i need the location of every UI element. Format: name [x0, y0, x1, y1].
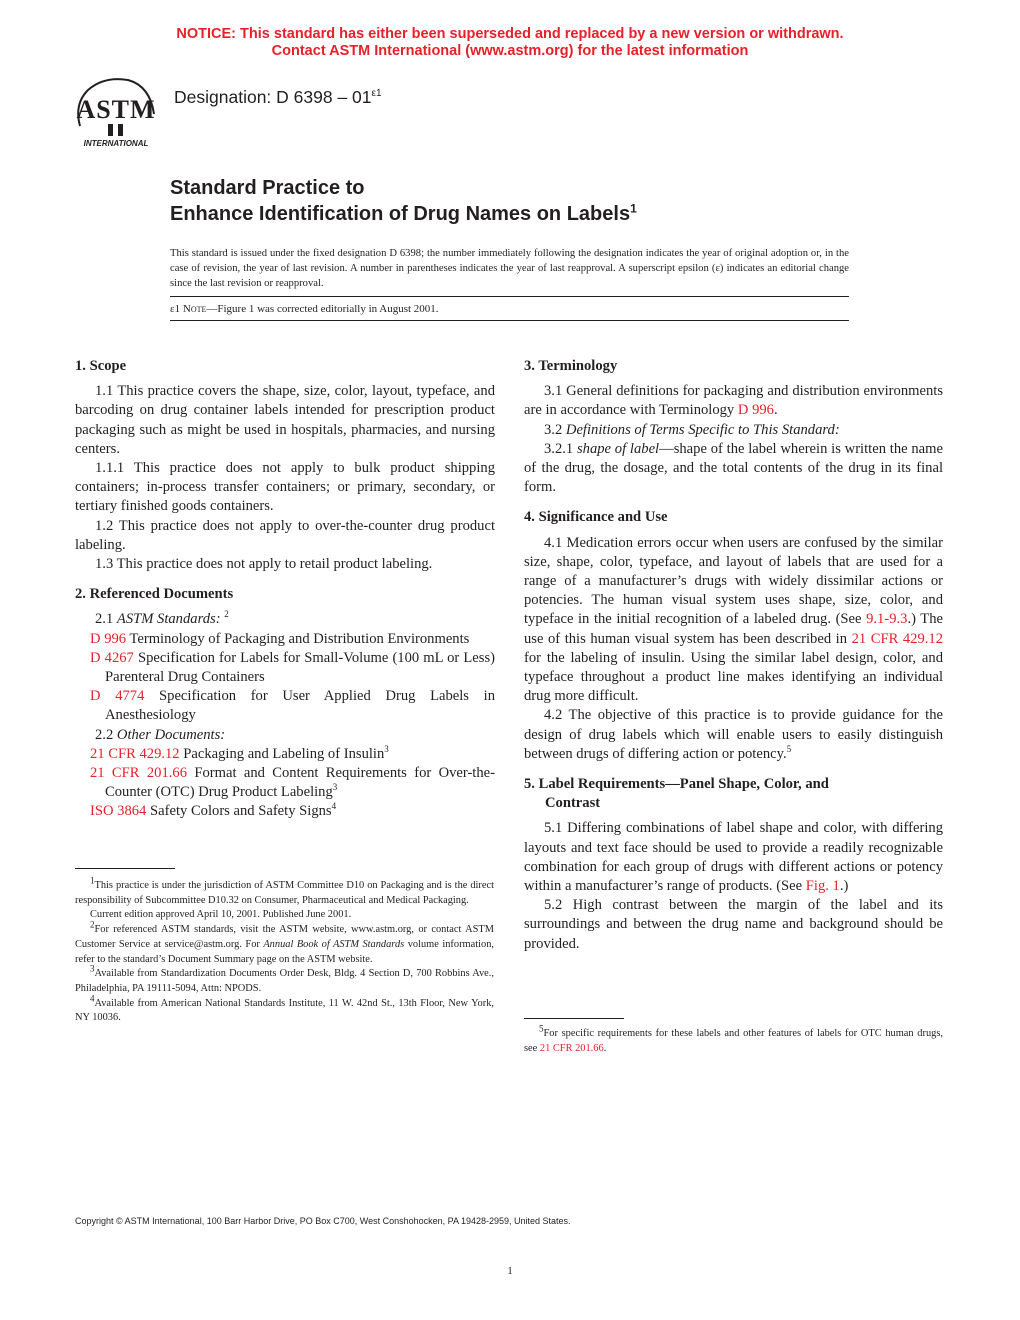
text: 4.1 Medication errors occur when users are confused by the similar size, shape, color, typeface, and layout of labels that are used for a range of a manufacturer’s drugs with widely dissimilar actions or potencies. The human visual system uses shape, size, color, and typeface in the initial recognition of a labeled drug. (See: [524, 534, 943, 628]
link-d996[interactable]: D 996: [737, 402, 774, 419]
ref-item: [75, 764, 495, 802]
number-2-2: 2.2: [95, 726, 114, 743]
paragraph-3-2: [524, 421, 943, 440]
footnote-mark: 4: [90, 993, 95, 1004]
document-title: [170, 175, 637, 227]
text: volume information, refer to the standard’s Document Summary page on the ASTM website.: [75, 938, 494, 965]
text: For specific requirements for these labels and other features of labels for OTC human drugs, see: [524, 1028, 943, 1054]
note-text: —Figure 1 was corrected editorially in August 2001.: [206, 303, 439, 315]
divider: [170, 296, 849, 297]
ref-item: [75, 745, 495, 764]
footnote-4: [75, 993, 494, 1026]
footnote-rule: [75, 868, 175, 869]
ref-title: Specification for Labels for Small-Volume (100 mL or Less) Parenteral Drug Containers: [105, 649, 495, 686]
astm-logo: [70, 74, 162, 152]
text: Available from American National Standards Institute, 11 W. 42nd St., 13th Floor, New York, NY 10036.: [75, 997, 494, 1024]
ref-link-iso-3864[interactable]: ISO 3864: [90, 803, 147, 820]
withdrawal-notice: [0, 26, 1020, 60]
section-heading-scope: 1. Scope: [75, 358, 127, 374]
heading-line: Contrast: [545, 795, 601, 812]
link-section-9[interactable]: 9.1-9.3: [866, 611, 908, 628]
paragraph-1-3: 1.3 This practice does not apply to retail product labeling.: [95, 556, 433, 573]
text: 5.1 Differing combinations of label shape and color, with differing layouts and text face should be used to provide a readily recognizable combination for each group of drugs with different actions or potency within a manufacturer’s range of products. (See: [524, 820, 943, 895]
link-cfr-429[interactable]: 21 CFR 429.12: [851, 630, 944, 647]
footnote-mark: 5: [786, 744, 792, 754]
heading-line: 5. Label Requirements—Panel Shape, Color, and: [524, 776, 829, 793]
logo-international: INTERNATIONAL: [83, 139, 149, 148]
editorial-note: [170, 303, 439, 315]
section-heading-referenced: 2. Referenced Documents: [75, 586, 234, 603]
title-footnote-mark: 1: [630, 201, 637, 216]
ref-title: Safety Colors and Safety Signs: [146, 803, 332, 820]
text: .) The use of this human visual system has been described in: [524, 611, 943, 647]
footnote-mark: 3: [384, 744, 389, 754]
paragraph-3-1: [524, 382, 943, 420]
defined-term: shape of label: [576, 440, 660, 457]
label-astm-standards: ASTM Standards:: [116, 611, 221, 628]
note-label: Note: [182, 303, 207, 315]
link-fig-1[interactable]: Fig. 1: [805, 878, 840, 895]
ref-title: Packaging and Labeling of Insulin: [179, 745, 385, 762]
link-cfr-201[interactable]: 21 CFR 201.66: [539, 1042, 604, 1054]
section-heading-significance: 4. Significance and Use: [524, 509, 668, 526]
paragraph-1-2: 1.2 This practice does not apply to over-the-counter drug product labeling.: [75, 517, 495, 553]
paragraph-5-2: 5.2 High contrast between the margin of the label and its surroundings and between the drug name and background should be provided.: [524, 897, 943, 952]
text: for the labeling of insulin. Using the similar label design, color, and typeface throughout a product line makes identifying an individual drug more difficult.: [524, 649, 943, 705]
text: Available from Standardization Documents Order Desk, Bldg. 4 Section D, 700 Robbins Ave., Philadelphia, PA 19111-5094, Attn: NPODS.: [75, 968, 494, 994]
page-number: 1: [507, 1265, 513, 1277]
notice-line-2: Contact ASTM International (www.astm.org) for the latest information: [271, 43, 749, 59]
left-column: [75, 357, 495, 822]
paragraph-2-2: [75, 726, 495, 745]
paragraph-4-1: [524, 534, 943, 707]
footnote-mark: 3: [332, 782, 338, 793]
footnote-1b: Current edition approved April 10, 2001. Published June 2001.: [90, 909, 352, 921]
ref-link-cfr-429[interactable]: 21 CFR 429.12: [90, 745, 180, 762]
footnote-rule: [524, 1018, 624, 1019]
note-epsilon: ε1: [170, 303, 181, 315]
ref-title: Format and Content Requirements for Over-the-Counter (OTC) Drug Product Labeling: [105, 765, 495, 801]
notice-line-1: NOTICE: This standard has either been superseded and replaced by a new version or withdrawn.: [176, 26, 844, 42]
number-2-1: 2.1: [95, 611, 114, 628]
paragraph-4-2: [524, 706, 943, 764]
footnote-mark: 2: [224, 609, 229, 620]
number-3-2-1: 3.2.1: [544, 440, 574, 457]
text: For referenced ASTM standards, visit the ASTM website, www.astm.org, or contact ASTM Customer Service at service@astm.org. For: [75, 924, 494, 950]
footnote-mark: 5: [539, 1023, 544, 1034]
footnote-mark: 2: [90, 919, 95, 930]
ref-item: [75, 802, 495, 821]
paragraph-1-1-1: 1.1.1 This practice does not apply to bulk product shipping containers; in-process transfer containers; or primary, secondary, or tertiary finished goods containers.: [75, 460, 495, 515]
section-heading-label-requirements: [524, 775, 943, 813]
footnote-mark: 4: [331, 801, 337, 812]
footnote-3: [75, 963, 494, 996]
footnote-1: [75, 875, 494, 908]
footnote-mark: 1: [90, 875, 95, 886]
divider: [170, 320, 849, 321]
title-line-2: Enhance Identification of Drug Names on Labels: [170, 203, 631, 225]
text: This practice is under the jurisdiction of ASTM Committee D10 on Packaging and is the direct responsibility of Subcommittee D10.32 on Consumer, Pharmaceutical and Medical Packaging.: [75, 880, 494, 906]
ref-item: [75, 649, 495, 687]
section-heading-terminology: 3. Terminology: [524, 358, 618, 374]
right-column: [524, 357, 943, 954]
ref-item: [75, 687, 495, 725]
ref-title: Specification for User Applied Drug Labels in Anesthesiology: [105, 688, 495, 724]
definitions-label: Definitions of Terms Specific to This Standard:: [565, 421, 840, 438]
text: .: [773, 402, 778, 419]
footnote-2: [75, 919, 494, 967]
number-3-2: 3.2: [544, 421, 563, 438]
ref-link-d996[interactable]: D 996: [90, 630, 127, 647]
paragraph-5-1: [524, 819, 943, 896]
label-other-documents: Other Documents:: [116, 726, 226, 743]
text: .: [603, 1042, 607, 1054]
designation: [174, 87, 382, 108]
ref-title: Terminology of Packaging and Distribution Environments: [126, 630, 470, 647]
paragraph-3-2-1: [524, 440, 943, 498]
paragraph-1-1: 1.1 This practice covers the shape, size, color, layout, typeface, and barcoding on drug container labels intended for prescription product packaging such as might be used in hospitals, pharmacies, and nursing centers.: [75, 383, 495, 457]
text: Annual Book of ASTM Standards: [263, 938, 405, 950]
footnote-5: [524, 1023, 943, 1056]
footnotes-left: [75, 875, 494, 1026]
ref-link-d4267[interactable]: D 4267: [90, 649, 134, 666]
ref-link-d4774[interactable]: D 4774: [90, 688, 145, 705]
copyright: Copyright © ASTM International, 100 Barr Harbor Drive, PO Box C700, West Conshohocken, PA 19428-2959, United States.: [75, 1216, 571, 1226]
preface-text: This standard is issued under the fixed designation D 6398; the number immediately following the designation indicates the year of original adoption or, in the case of revision, the year of last revision. A number in parentheses indicates the year of last reapproval. A superscript epsilon (ε) indicates an editorial change since the last revision or reapproval.: [170, 248, 849, 289]
designation-epsilon: ε1: [371, 88, 382, 100]
text: 3.1 General definitions for packaging and distribution environments are in accordance with Terminology: [524, 383, 943, 419]
footnote-mark: 3: [90, 963, 95, 974]
logo-letters: ASTM: [76, 95, 156, 124]
text: 4.2 The objective of this practice is to provide guidance for the design of drug labels which will enable users to easily distinguish between drugs of differing action or potency.: [524, 707, 943, 762]
ref-link-cfr-201[interactable]: 21 CFR 201.66: [90, 765, 187, 782]
title-line-1: Standard Practice to: [170, 177, 365, 199]
designation-text: Designation: D 6398 – 01: [174, 87, 372, 107]
definition-text: —shape of the label wherein is written the name of the drug, the dosage, and the total contents of the drug in its final form.: [524, 440, 943, 496]
footnotes-right: [524, 1023, 943, 1056]
text: .): [839, 878, 849, 895]
ref-item: [75, 630, 495, 649]
paragraph-2-1: [75, 610, 495, 629]
